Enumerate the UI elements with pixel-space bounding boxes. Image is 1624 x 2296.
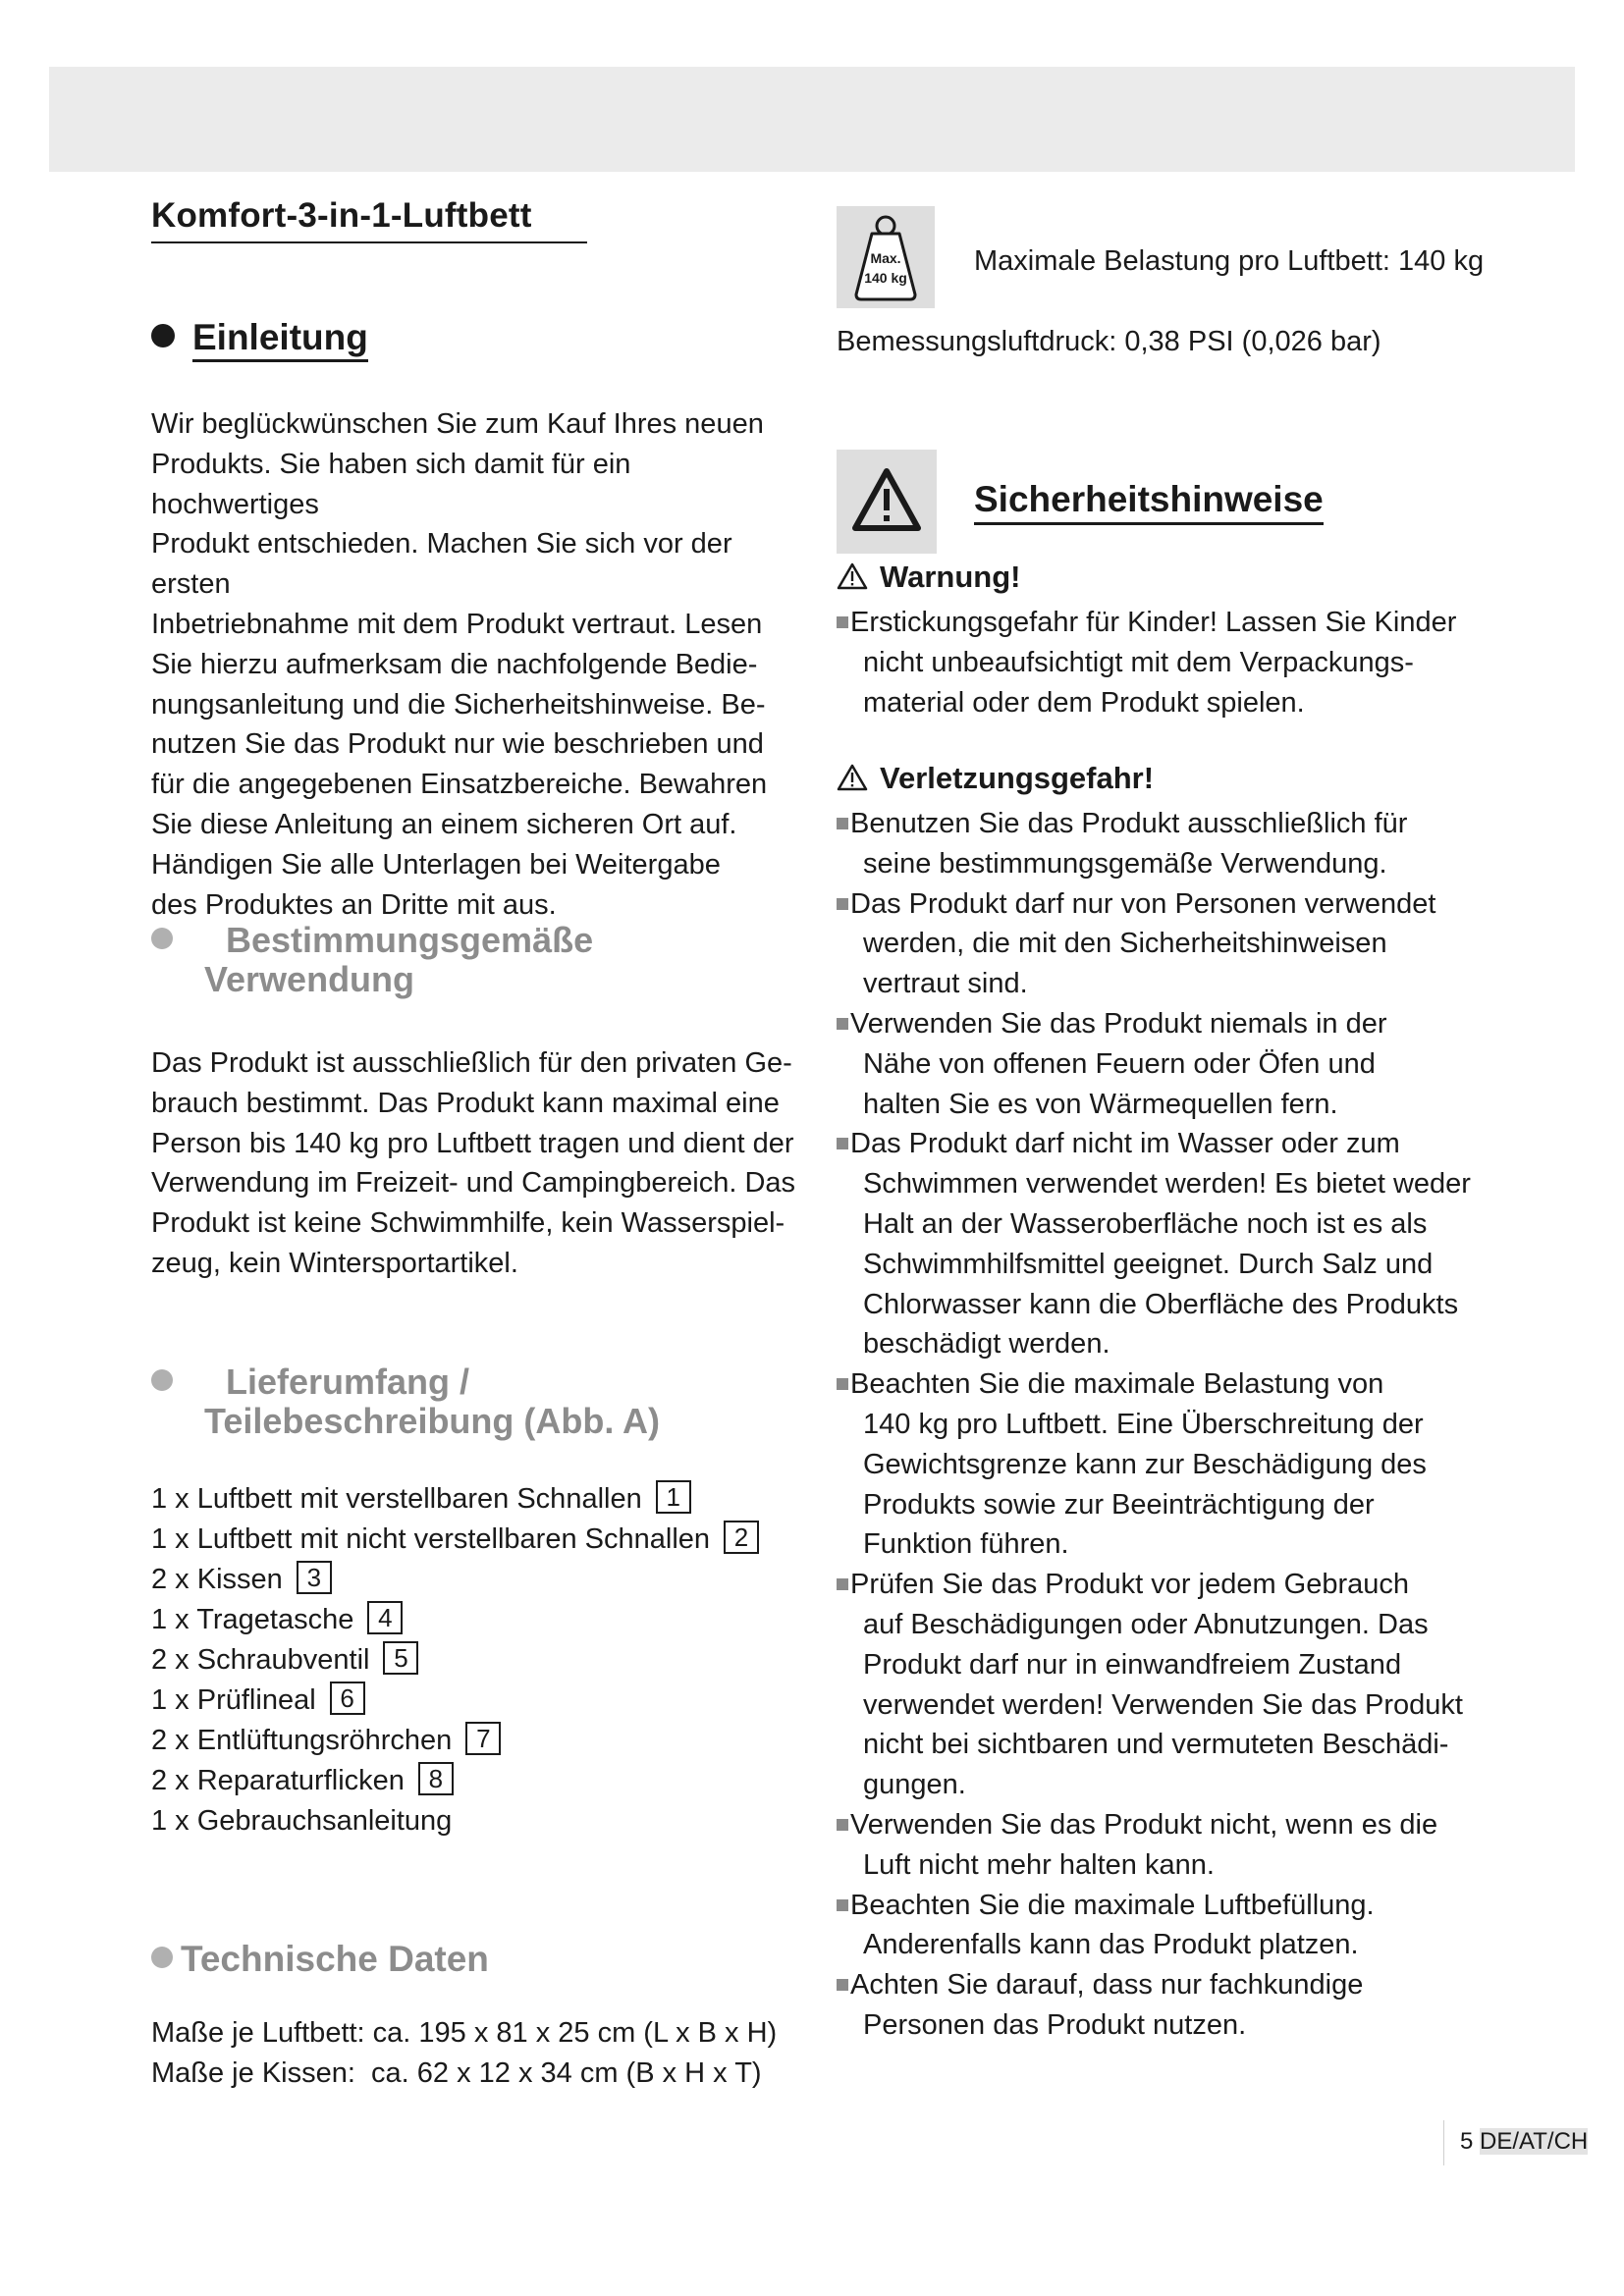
bullet-item <box>837 1805 1504 1886</box>
weight-icon-max: Max. <box>870 250 901 266</box>
bullet-line: nicht bei sichtbaren und vermuteten Beschädi- <box>863 1729 1449 1761</box>
square-bullet-icon <box>837 1578 848 1590</box>
page-title: Komfort-3-in-1-Luftbett <box>151 196 587 243</box>
text-line: nutzen Sie das Produkt nur wie beschrieben und <box>151 728 764 761</box>
pressure-label: Bemessungsluftdruck: 0,38 PSI (0,026 bar) <box>837 326 1381 357</box>
part-number-box: 7 <box>465 1722 501 1755</box>
bullet-line: material oder dem Produkt spielen. <box>863 686 1305 719</box>
part-number-box: 1 <box>656 1480 691 1514</box>
bullet-line: Schwimmhilfsmittel geeignet. Durch Salz und <box>863 1248 1434 1280</box>
text-line: Person bis 140 kg pro Luftbett tragen und dient der <box>151 1127 794 1159</box>
bullet-line: Benutzen Sie das Produkt ausschließlich für <box>850 808 1408 839</box>
square-bullet-icon <box>837 818 848 829</box>
bullet-line: vertraut sind. <box>863 968 1028 1000</box>
list-item <box>151 1520 759 1560</box>
heading-bullet-icon <box>151 1947 173 1968</box>
list-item <box>151 1721 759 1761</box>
heading-sicherheitshinweise: Sicherheitshinweise <box>974 479 1324 525</box>
bullet-line: auf Beschädigungen oder Abnutzungen. Das <box>863 1608 1429 1640</box>
bullet-line: beschädigt werden. <box>863 1328 1110 1361</box>
list-item-text: 2 x Schraubventil <box>151 1644 370 1676</box>
bullet-line: Personen das Produkt nutzen. <box>863 2008 1247 2041</box>
list-item <box>151 1761 759 1801</box>
square-bullet-icon <box>837 1138 848 1149</box>
bullet-line: Funktion führen. <box>863 1528 1069 1561</box>
text-line: brauch bestimmt. Das Produkt kann maximal eine <box>151 1087 780 1119</box>
bullet-line: Produkts sowie zur Beeinträchtigung der <box>863 1488 1375 1521</box>
list-item <box>151 1479 759 1520</box>
list-item-text: 1 x Luftbett mit verstellbaren Schnallen <box>151 1483 642 1515</box>
bullet-line: Erstickungsgefahr für Kinder! Lassen Sie Kinder <box>850 607 1457 638</box>
bullet-line: werden, die mit den Sicherheitshinweisen <box>863 928 1387 960</box>
bullet-line: Luft nicht mehr halten kann. <box>863 1848 1215 1881</box>
bullet-line: Produkt darf nur in einwandfreiem Zustand <box>863 1648 1402 1681</box>
text-line: nungsanleitung und die Sicherheitshinweise. Be- <box>151 688 766 721</box>
bullet-line: 140 kg pro Luftbett. Eine Überschreitung der <box>863 1408 1424 1440</box>
region-code: DE/AT/CH <box>1480 2128 1589 2155</box>
text-line: Produkts. Sie haben sich damit für ein hochwertiges <box>151 448 631 520</box>
einleitung-text <box>151 404 799 925</box>
list-item <box>151 1801 759 1842</box>
bullet-item <box>837 1565 1504 1805</box>
text-line: Händigen Sie alle Unterlagen bei Weitergabe <box>151 848 721 881</box>
warning-triangle-icon <box>837 562 868 590</box>
text-line: Das Produkt ist ausschließlich für den privaten Ge- <box>151 1047 792 1079</box>
text-line: Produkt entschieden. Machen Sie sich vor der ersten <box>151 528 732 601</box>
bullet-line: Achten Sie darauf, dass nur fachkundige <box>850 1969 1364 2002</box>
part-number-box: 3 <box>297 1561 332 1594</box>
bullet-line: seine bestimmungsgemäße Verwendung. <box>863 847 1387 880</box>
bullet-line: Prüfen Sie das Produkt vor jedem Gebrauch <box>850 1569 1410 1601</box>
list-item <box>151 1560 759 1600</box>
bullet-line: Das Produkt darf nur von Personen verwendet <box>850 887 1436 920</box>
bullet-line: Beachten Sie die maximale Luftbefüllung. <box>850 1889 1375 1921</box>
warning-sign-icon <box>837 450 937 554</box>
bullet-item <box>837 603 1504 722</box>
square-bullet-icon <box>837 1899 848 1911</box>
parts-list <box>151 1479 759 1842</box>
list-item-text: 2 x Kissen <box>151 1564 283 1595</box>
dimension-luftbett: Maße je Luftbett: ca. 195 x 81 x 25 cm (L x B x H) <box>151 2017 778 2049</box>
heading-bullet-icon <box>151 324 175 347</box>
text-line: zeug, kein Wintersportartikel. <box>151 1247 518 1279</box>
square-bullet-icon <box>837 1819 848 1831</box>
text-line: Produkt ist keine Schwimmhilfe, kein Wasserspiel- <box>151 1207 785 1240</box>
footer-divider <box>1443 2120 1444 2165</box>
bullet-line: Verwenden Sie das Produkt niemals in der <box>850 1007 1387 1040</box>
max-load-label: Maximale Belastung pro Luftbett: 140 kg <box>974 245 1485 277</box>
part-number-box: 5 <box>383 1641 418 1675</box>
bullet-line: halten Sie es von Wärmequellen fern. <box>863 1088 1338 1120</box>
list-item-text: 2 x Entlüftungsröhrchen <box>151 1725 453 1756</box>
bullet-item <box>837 1965 1504 2046</box>
text-line: Wir beglückwünschen Sie zum Kauf Ihres neuen <box>151 408 764 440</box>
dimensions <box>151 2013 777 2094</box>
list-item-text: 2 x Reparaturflicken <box>151 1765 405 1796</box>
bullet-line: Das Produkt darf nicht im Wasser oder zum <box>850 1128 1400 1160</box>
bullet-line: Schwimmen verwendet werden! Es bietet weder <box>863 1168 1471 1201</box>
bullet-line: verwendet werden! Verwenden Sie das Produkt <box>863 1688 1463 1721</box>
header-bar <box>49 67 1575 172</box>
bullet-line: Verwenden Sie das Produkt nicht, wenn es die <box>850 1808 1438 1841</box>
bullet-line: Beachten Sie die maximale Belastung von <box>850 1368 1384 1401</box>
dimension-kissen: Maße je Kissen: ca. 62 x 12 x 34 cm (B x H x T) <box>151 2057 762 2089</box>
list-item-text: 1 x Luftbett mit nicht verstellbaren Schnallen <box>151 1523 711 1555</box>
text-line: für die angegebenen Einsatzbereiche. Bewahren <box>151 769 768 801</box>
heading-bullet-icon <box>151 928 173 949</box>
part-number-box: 6 <box>330 1682 365 1715</box>
list-item-text: 1 x Tragetasche <box>151 1604 354 1635</box>
square-bullet-icon <box>837 616 848 628</box>
part-number-box: 8 <box>418 1762 454 1795</box>
bullet-line: Nähe von offenen Feuern oder Öfen und <box>863 1047 1376 1080</box>
text-line: Sie diese Anleitung an einem sicheren Ort auf. <box>151 808 737 840</box>
verletzung-heading: Verletzungsgefahr! <box>837 761 1154 796</box>
text-line: des Produktes an Dritte mit aus. <box>151 888 557 921</box>
text-line: Sie hierzu aufmerksam die nachfolgende Bedie- <box>151 648 758 680</box>
text-line: Verwendung im Freizeit- und Campingbereich. Das <box>151 1167 796 1200</box>
heading-technische-daten: Technische Daten <box>151 1939 489 1980</box>
weight-icon-value: 140 kg <box>864 270 907 286</box>
verletzung-list <box>837 804 1504 2046</box>
bestimmung-text <box>151 1043 799 1284</box>
text-line: Inbetriebnahme mit dem Produkt vertraut. Lesen <box>151 608 763 640</box>
warnung-heading: Warnung! <box>837 560 1020 595</box>
list-item-text: 1 x Gebrauchsanleitung <box>151 1805 453 1837</box>
page-number: 5 <box>1460 2128 1474 2155</box>
list-item <box>151 1640 759 1681</box>
weight-icon <box>837 206 935 308</box>
square-bullet-icon <box>837 1378 848 1390</box>
bullet-item <box>837 1124 1504 1364</box>
bullet-line: gungen. <box>863 1769 966 1801</box>
bullet-line: Chlorwasser kann die Oberfläche des Produkts <box>863 1288 1459 1320</box>
list-item-text: 1 x Prüflineal <box>151 1684 316 1716</box>
part-number-box: 2 <box>724 1521 759 1554</box>
bullet-line: Halt an der Wasseroberfläche noch ist es als <box>863 1207 1428 1240</box>
heading-lieferumfang: Lieferumfang / Teilebeschreibung (Abb. A) <box>151 1362 660 1441</box>
bullet-item <box>837 1004 1504 1124</box>
heading-bestimmung: Bestimmungsgemäße Verwendung <box>151 921 593 999</box>
bullet-item <box>837 884 1504 1004</box>
square-bullet-icon <box>837 1018 848 1030</box>
bullet-line: nicht unbeaufsichtigt mit dem Verpackungs- <box>863 646 1414 678</box>
bullet-item <box>837 804 1504 884</box>
warnung-list <box>837 603 1504 722</box>
heading-einleitung: Einleitung <box>151 317 368 358</box>
part-number-box: 4 <box>367 1601 403 1634</box>
bullet-line: Gewichtsgrenze kann zur Beschädigung des <box>863 1448 1427 1480</box>
square-bullet-icon <box>837 898 848 910</box>
square-bullet-icon <box>837 1979 848 1991</box>
heading-bullet-icon <box>151 1369 173 1391</box>
list-item <box>151 1681 759 1721</box>
bullet-item <box>837 1886 1504 1966</box>
bullet-item <box>837 1364 1504 1565</box>
warning-triangle-icon <box>837 764 868 791</box>
weight-icon-graphic <box>837 206 935 308</box>
list-item <box>151 1600 759 1640</box>
bullet-line: Anderenfalls kann das Produkt platzen. <box>863 1929 1359 1961</box>
footer <box>1460 2128 1588 2156</box>
